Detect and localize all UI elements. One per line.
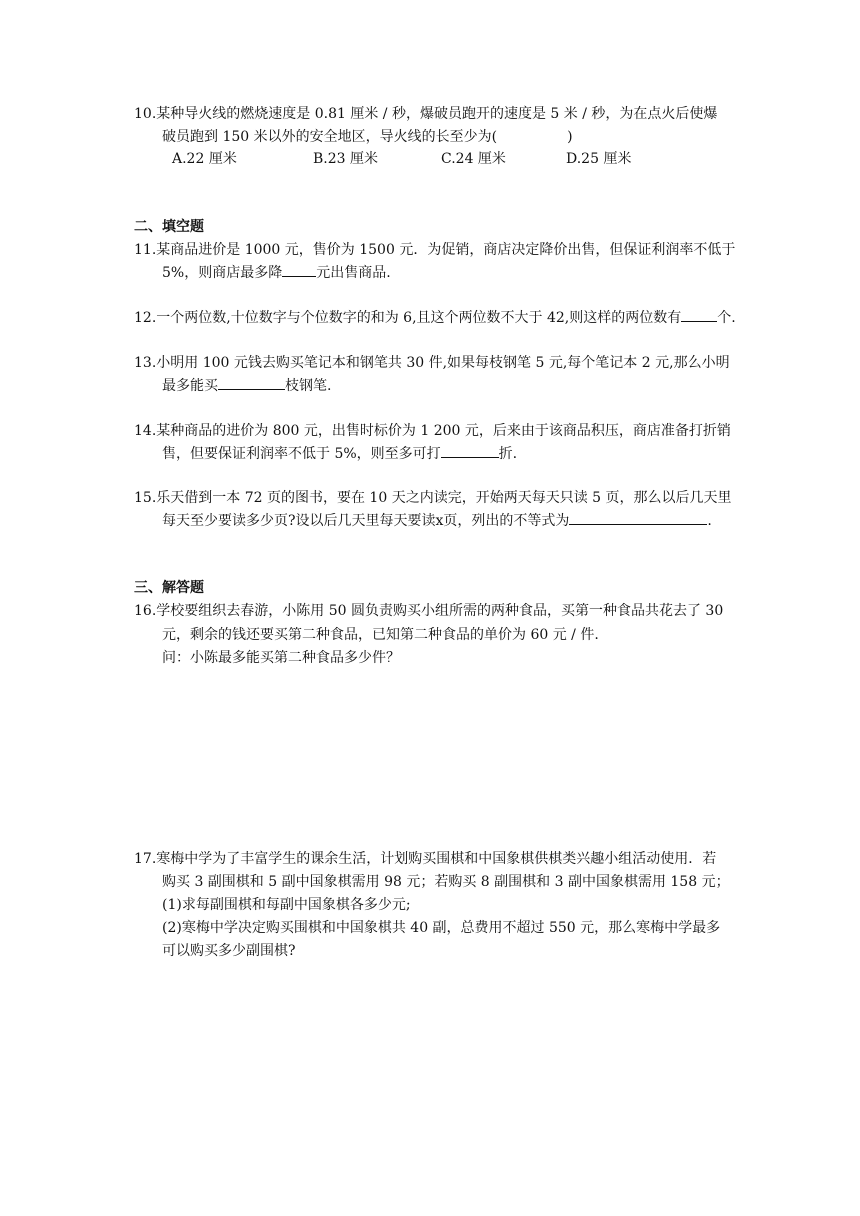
q15-text-before: 每天至少要读多少页?设以后几天里每天要读x页，列出的不等式为 [162, 513, 570, 529]
q13-answer-blank [218, 375, 285, 390]
q10-option-d: D.25 厘米 [566, 151, 632, 167]
q15-answer-blank [569, 510, 707, 525]
q14-text-before: 售，但要保证利润率不低于 5%，则至多可打 [162, 446, 441, 462]
q10-options [0, 148, 860, 170]
q11-text-after: 元出售商品. [316, 265, 391, 281]
q10-line2: 破员跑到 150 米以外的安全地区，导火线的长至少为( ) [162, 129, 573, 145]
q11-text-before: 5%，则商店最多降 [162, 265, 283, 281]
q10-line1: 10.某种导火线的燃烧速度是 0.81 厘米 / 秒，爆破员跑开的速度是 5 米 / 秒，为在点火后使爆 [134, 106, 718, 122]
section-fill-in-title: 二、填空题 [134, 219, 204, 235]
q12-text-after: 个. [717, 310, 736, 326]
q15-line1: 15.乐天借到一本 72 页的图书，要在 10 天之内读完，开始两天每天只读 5 页，那么以后几天里 [134, 490, 732, 506]
q14-text-after: 折. [498, 446, 518, 462]
q16-line2: 元，剩余的钱还要买第二种食品，已知第二种食品的单价为 60 元 / 件. [162, 627, 599, 643]
q11-line2 [162, 262, 391, 284]
q13-line2 [162, 375, 331, 397]
q12-text-before: 12.一个两位数,十位数字与个位数字的和为 6,且这个两位数不大于 42,则这样的两位数有 [134, 310, 682, 326]
q13-line1: 13.小明用 100 元钱去购买笔记本和钢笔共 30 件,如果每枝钢笔 5 元,每个笔记本 2 元,那么小明 [134, 355, 730, 371]
q16-line3: 问：小陈最多能买第二种食品多少件？ [162, 650, 400, 666]
q10-option-b: B.23 厘米 [313, 151, 379, 167]
q11-line1: 11.某商品进价是 1000 元，售价为 1500 元．为促销，商店决定降价出售，但保证利润率不低于 [134, 242, 736, 258]
q14-line1: 14.某种商品的进价为 800 元，出售时标价为 1 200 元，后来由于该商品积压，商店准备打折销 [134, 423, 731, 439]
q16-line1: 16.学校要组织去春游，小陈用 50 圆负责购买小组所需的两种食品，买第一种食品共花去了 30 [134, 603, 724, 619]
q12-line [134, 307, 736, 329]
q10-option-a: A.22 厘米 [172, 151, 237, 167]
q14-line2 [162, 443, 517, 465]
q13-text-after: 枝钢笔. [285, 378, 332, 394]
q12-answer-blank [681, 307, 717, 322]
q17-line2: 购买 3 副围棋和 5 副中国象棋需用 98 元；若购买 8 副围棋和 3 副中国象棋需用 158 元； [162, 874, 730, 890]
q17-line1: 17.寒梅中学为了丰富学生的课余生活，计划购买围棋和中国象棋供棋类兴趣小组活动使用．若 [134, 851, 717, 867]
q15-line2 [162, 510, 712, 532]
q17-part2-line2: 可以购买多少副围棋? [162, 943, 296, 959]
q17-part1: (1)求每副围棋和每副中国象棋各多少元; [162, 897, 411, 913]
section-solution-title: 三、解答题 [134, 580, 204, 596]
q17-part2-line1: (2)寒梅中学决定购买围棋和中国象棋共 40 副，总费用不超过 550 元，那么寒梅中学最多 [162, 920, 721, 936]
q15-text-after: . [707, 513, 712, 529]
q14-answer-blank [441, 443, 499, 458]
q13-text-before: 最多能买 [162, 378, 218, 394]
q10-option-c: C.24 厘米 [441, 151, 506, 167]
q11-answer-blank [282, 262, 316, 277]
